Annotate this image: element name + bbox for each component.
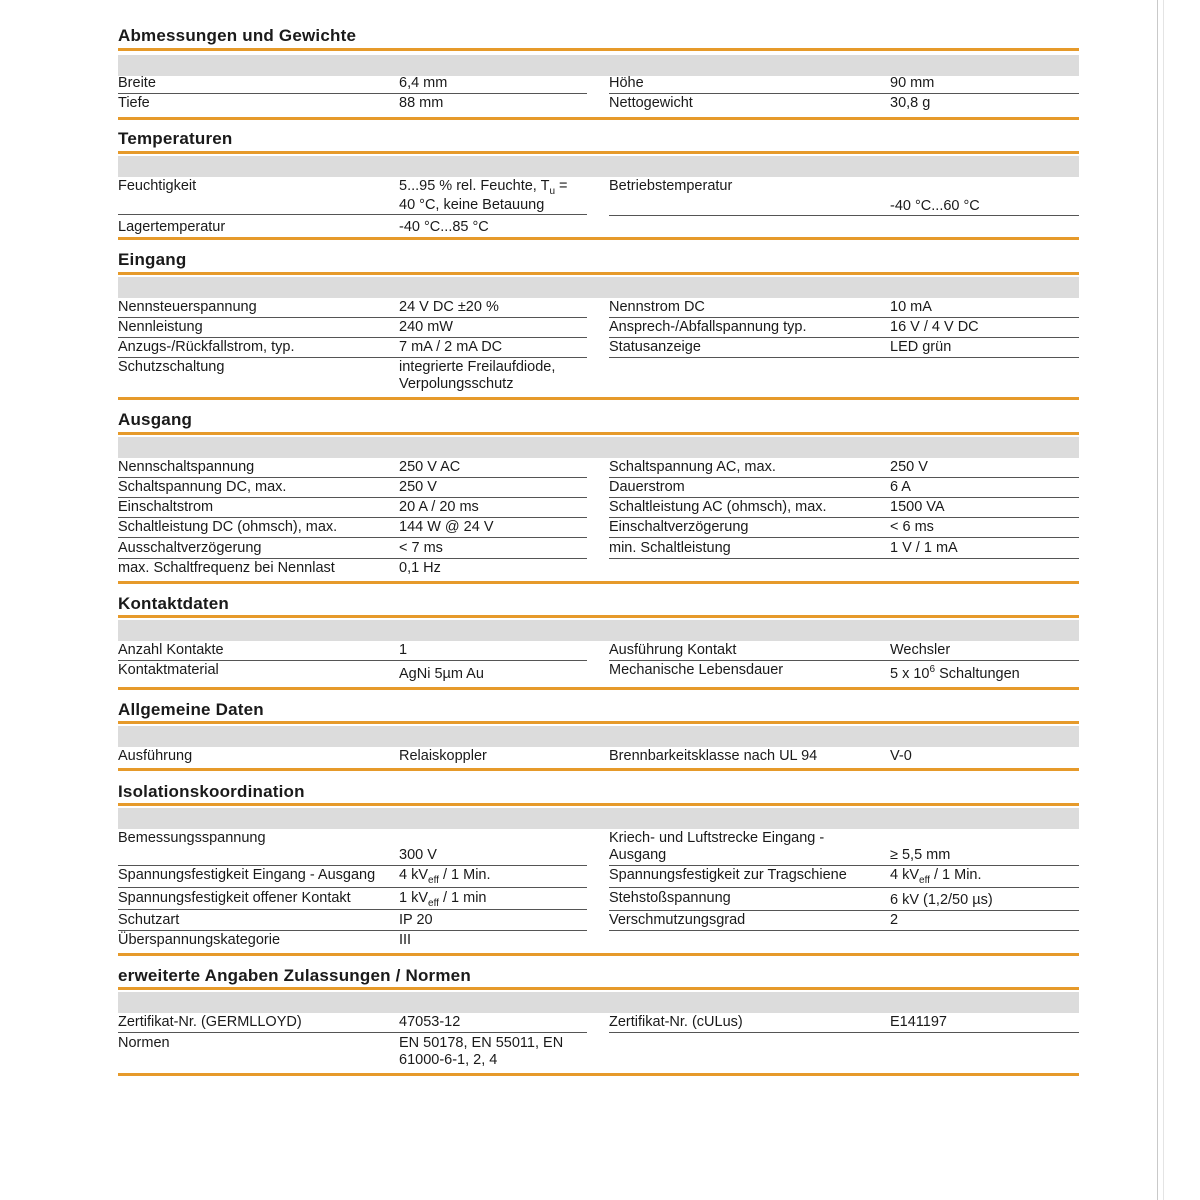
row-divider [609, 477, 1079, 478]
value: 24 V DC ±20 % [399, 299, 499, 315]
label: Schaltspannung DC, max. [118, 479, 287, 495]
label: Spannungsfestigkeit Eingang - Ausgang [118, 867, 376, 883]
section-band [118, 808, 1079, 829]
label: Breite [118, 75, 156, 91]
table-row [118, 459, 1079, 479]
label: Kontaktmaterial [118, 662, 219, 678]
row-divider [609, 558, 1079, 559]
row-divider [118, 357, 587, 358]
row-divider [118, 93, 587, 94]
label: Betriebstemperatur [609, 178, 733, 194]
value: 2 [890, 912, 899, 928]
section-band [118, 277, 1079, 298]
table-row [118, 642, 1079, 662]
page-edge [1157, 0, 1158, 1200]
value: < 6 ms [890, 519, 934, 535]
label: Lagertemperatur [118, 219, 226, 235]
section-title: Temperaturen [118, 129, 233, 148]
label: Schutzschaltung [118, 359, 225, 375]
value: 47053-12 [399, 1014, 461, 1030]
row-divider [118, 317, 587, 318]
value: 30,8 g [890, 95, 931, 111]
row-divider [609, 93, 1079, 94]
label: Ausschaltverzögerung [118, 540, 262, 556]
table-row [118, 75, 1079, 95]
value: LED grün [890, 339, 952, 355]
section-title: Abmessungen und Gewichte [118, 26, 357, 45]
section-title: Allgemeine Daten [118, 700, 264, 719]
section-title: Eingang [118, 250, 187, 269]
section-band [118, 437, 1079, 458]
value: 250 V [890, 459, 928, 475]
label: Bemessungsspannung [118, 830, 266, 846]
value: -40 °C...85 °C [399, 219, 489, 235]
table-row [118, 219, 1079, 239]
value: 300 V [399, 847, 437, 863]
section-end-rule [118, 237, 1079, 240]
row-divider [118, 214, 587, 215]
table-row [118, 912, 1079, 932]
value-line2: 61000-6-1, 2, 4 [399, 1052, 498, 1068]
value: 6,4 mm [399, 75, 448, 91]
value: 240 mW [399, 319, 453, 335]
row-divider [118, 909, 587, 910]
label: Kriech- und Luftstrecke Eingang - [609, 830, 825, 846]
value: 5...95 % rel. Feuchte, $T_u$ = [399, 178, 568, 197]
label: Anzahl Kontakte [118, 642, 224, 658]
value: 4 $kV_{eff} / 1$ Min. [890, 867, 982, 886]
section-end-rule [118, 1073, 1079, 1076]
label: max. Schaltfrequenz bei Nennlast [118, 560, 335, 576]
label: min. Schaltleistung [609, 540, 731, 556]
value: 1 V / 1 mA [890, 540, 958, 556]
label: Höhe [609, 75, 644, 91]
value: Relaiskoppler [399, 748, 487, 764]
row-divider [118, 537, 587, 538]
value: 90 mm [890, 75, 935, 91]
label: Schaltspannung AC, max. [609, 459, 776, 475]
value-line2: 40 °C, keine Betauung [399, 197, 545, 213]
row-divider [118, 887, 587, 888]
table-row [118, 519, 1079, 539]
label-line2: Ausgang [609, 847, 667, 863]
row-divider [609, 537, 1079, 538]
section-end-rule [118, 581, 1079, 584]
table-row [118, 95, 1079, 115]
row-divider [609, 357, 1079, 358]
label: Nennsteuerspannung [118, 299, 257, 315]
value: E141197 [890, 1014, 947, 1030]
row-divider [609, 887, 1079, 888]
label: Normen [118, 1035, 170, 1051]
value: IP 20 [399, 912, 433, 928]
section-end-rule [118, 117, 1079, 120]
value-line2: Verpolungsschutz [399, 376, 514, 392]
section-end-rule [118, 953, 1079, 956]
row-divider [609, 930, 1079, 931]
page-edge-shadow [1163, 0, 1164, 1200]
table-row [118, 359, 1079, 395]
section-rule [118, 721, 1079, 724]
row-divider [609, 865, 1079, 866]
value: 4 $kV_{eff} / 1$ Min. [399, 867, 491, 886]
table-row [118, 830, 1079, 866]
row-divider [118, 1032, 587, 1033]
table-row [118, 479, 1079, 499]
label: Nennleistung [118, 319, 203, 335]
value: 144 W @ 24 V [399, 519, 494, 535]
label: Schaltleistung AC (ohmsch), max. [609, 499, 827, 515]
table-row [118, 319, 1079, 339]
section-rule [118, 151, 1079, 154]
value: 88 mm [399, 95, 444, 111]
section-band [118, 726, 1079, 747]
value: EN 50178, EN 55011, EN [399, 1035, 564, 1051]
label: Nennstrom DC [609, 299, 705, 315]
value: 5 x $10^6$ Schaltungen [890, 664, 1020, 682]
table-row [118, 1014, 1079, 1034]
section-title: Isolationskoordination [118, 782, 305, 801]
value: 1 [399, 642, 408, 658]
value: 1500 VA [890, 499, 945, 515]
label: Mechanische Lebensdauer [609, 662, 784, 678]
row-divider [118, 660, 587, 661]
value: 250 V AC [399, 459, 461, 475]
label: Verschmutzungsgrad [609, 912, 746, 928]
row-divider [609, 215, 1079, 216]
label: Schutzart [118, 912, 180, 928]
table-row [118, 932, 1079, 952]
value: AgNi 5µm Au [399, 666, 484, 682]
label: Einschaltstrom [118, 499, 214, 515]
row-divider [118, 497, 587, 498]
section-end-rule [118, 687, 1079, 690]
value: 1 $kV_{eff} / 1$ min [399, 890, 487, 909]
value: 20 A / 20 ms [399, 499, 479, 515]
table-row [118, 540, 1079, 560]
table-row [118, 499, 1079, 519]
label: Nettogewicht [609, 95, 693, 111]
row-divider [118, 930, 587, 931]
value: ≥ 5,5 mm [890, 847, 951, 863]
section-title: Kontaktdaten [118, 594, 230, 613]
section-end-rule [118, 768, 1079, 771]
label: Schaltleistung DC (ohmsch), max. [118, 519, 338, 535]
section-rule [118, 432, 1079, 435]
row-divider [118, 517, 587, 518]
row-divider [609, 660, 1079, 661]
row-divider [118, 558, 587, 559]
table-row [118, 662, 1079, 686]
table-row [118, 339, 1079, 359]
value: integrierte Freilaufdiode, [399, 359, 556, 375]
label: Nennschaltspannung [118, 459, 255, 475]
label: Ausführung [118, 748, 193, 764]
label: Brennbarkeitsklasse nach UL 94 [609, 748, 818, 764]
label: Anzugs-/Rückfallstrom, typ. [118, 339, 295, 355]
value: Wechsler [890, 642, 951, 658]
value: -40 °C...60 °C [890, 198, 980, 214]
label: Dauerstrom [609, 479, 685, 495]
table-row [118, 1035, 1079, 1071]
table-row [118, 867, 1079, 887]
value: 10 mA [890, 299, 932, 315]
table-row [118, 299, 1079, 319]
row-divider [118, 337, 587, 338]
section-band [118, 55, 1079, 76]
value: < 7 ms [399, 540, 443, 556]
section-rule [118, 48, 1079, 51]
table-row [118, 748, 1079, 768]
value: 6 A [890, 479, 911, 495]
table-row [118, 178, 1079, 216]
label: Zertifikat-Nr. (GERMLLOYD) [118, 1014, 302, 1030]
label: Stehstoßspannung [609, 890, 731, 906]
value: 6 kV (1,2/50 µs) [890, 892, 993, 908]
row-divider [118, 865, 587, 866]
value: III [399, 932, 412, 948]
section-rule [118, 272, 1079, 275]
row-divider [609, 317, 1079, 318]
label: Ansprech-/Abfallspannung typ. [609, 319, 807, 335]
value: V-0 [890, 748, 912, 764]
section-band [118, 156, 1079, 177]
label: Spannungsfestigkeit offener Kontakt [118, 890, 351, 906]
label: Zertifikat-Nr. (cULus) [609, 1014, 743, 1030]
label: Überspannungskategorie [118, 932, 281, 948]
section-rule [118, 987, 1079, 990]
row-divider [609, 910, 1079, 911]
value: 250 V [399, 479, 437, 495]
value: 16 V / 4 V DC [890, 319, 979, 335]
label: Spannungsfestigkeit zur Tragschiene [609, 867, 847, 883]
section-rule [118, 615, 1079, 618]
table-row [118, 560, 1079, 580]
section-band [118, 620, 1079, 641]
row-divider [609, 497, 1079, 498]
section-rule [118, 803, 1079, 806]
row-divider [118, 477, 587, 478]
label: Einschaltverzögerung [609, 519, 749, 535]
section-title: erweiterte Angaben Zulassungen / Normen [118, 966, 471, 985]
row-divider [609, 337, 1079, 338]
value: 7 mA / 2 mA DC [399, 339, 503, 355]
row-divider [609, 517, 1079, 518]
label: Ausführung Kontakt [609, 642, 737, 658]
label: Feuchtigkeit [118, 178, 197, 194]
label: Tiefe [118, 95, 150, 111]
section-end-rule [118, 397, 1079, 400]
section-title: Ausgang [118, 410, 193, 429]
value: 0,1 Hz [399, 560, 441, 576]
section-band [118, 992, 1079, 1013]
table-row [118, 890, 1079, 910]
row-divider [609, 1032, 1079, 1033]
label: Statusanzeige [609, 339, 701, 355]
